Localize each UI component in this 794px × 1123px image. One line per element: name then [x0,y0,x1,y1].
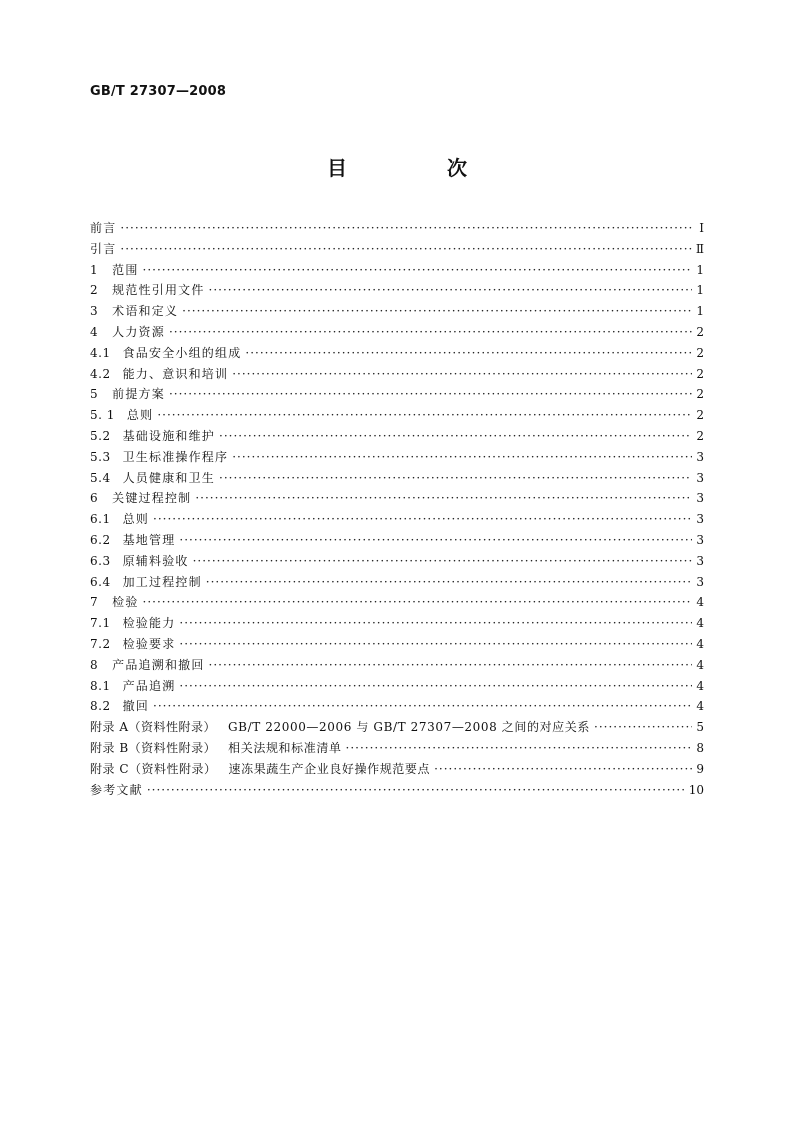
toc-entry-title: 加工过程控制 [122,574,202,589]
toc-entry-page: 4 [696,657,704,672]
toc-leader-dots [179,676,692,697]
toc-entry[interactable] [90,447,704,468]
toc-entry-page: 4 [696,678,704,693]
toc-entry[interactable] [90,717,704,738]
toc-entry[interactable] [90,322,704,343]
toc-entry-page: 3 [696,553,704,568]
toc-entry-title: 人力资源 [112,324,165,339]
toc-leader-dots [153,696,692,717]
toc-entry[interactable] [90,405,704,426]
toc-leader-dots [120,239,691,260]
toc-leader-dots [169,322,692,343]
toc-entry-title: 关键过程控制 [112,491,192,506]
toc-entry-page: 5 [696,720,704,735]
toc-entry-title: 相关法规和标准清单 [228,740,342,755]
toc-entry-number: 1 [90,262,99,277]
toc-entry-number: 8.1 [90,678,111,693]
toc-entry-number: 6 [90,491,99,506]
toc-entry[interactable] [90,364,704,385]
toc-entry-number: 7.2 [90,636,111,651]
toc-entry[interactable] [90,592,704,613]
toc-entry-number: 2 [90,283,99,298]
toc-entry[interactable] [90,426,704,447]
toc-entry[interactable] [90,468,704,489]
toc-entry-number: 8 [90,657,99,672]
standard-code: GB/T 27307—2008 [90,84,227,99]
toc-entry-page: 1 [696,283,704,298]
toc-entry[interactable] [90,260,704,281]
toc-entry-page: 9 [696,761,704,776]
toc-entry-page: 2 [696,387,704,402]
toc-entry-number: 6.2 [90,532,111,547]
toc-entry-page: 1 [696,304,704,319]
toc-entry-page: 1 [696,262,704,277]
toc-entry-page: 10 [688,782,704,797]
toc-leader-dots [206,572,692,593]
toc-leader-dots [219,426,692,447]
toc-entry-title: 引言 [90,241,117,256]
toc-title: 目 次 [327,156,507,180]
toc-entry-title: 前提方案 [112,387,165,402]
toc-entry-number: 5. 1 [90,408,115,423]
toc-entry-number: 4 [90,324,99,339]
toc-entry-title: 检验 [112,595,139,610]
toc-entry-number: 4.2 [90,366,111,381]
toc-leader-dots [209,655,692,676]
toc-entry-number: 6.1 [90,512,111,527]
toc-entry-page: 3 [696,574,704,589]
toc-entry-title: 能力、意识和培训 [122,366,229,381]
toc-leader-dots [245,343,692,364]
toc-entry-number: 7.1 [90,616,111,631]
toc-entry[interactable] [90,676,704,697]
toc-entry-title: 原辅料验收 [122,553,189,568]
toc-entry[interactable] [90,551,704,572]
toc-entry-title: 总则 [122,512,149,527]
toc-leader-dots [195,488,692,509]
toc-entry-number: 5 [90,387,99,402]
toc-entry-page: Ⅱ [695,241,704,256]
toc-entry[interactable] [90,655,704,676]
toc-entry-page: 4 [696,595,704,610]
toc-entry[interactable] [90,738,704,759]
toc-leader-dots [157,405,692,426]
toc-entry-title: 规范性引用文件 [112,283,205,298]
toc-entry-page: 4 [696,636,704,651]
toc-entry-title: 基地管理 [122,532,176,547]
toc-entry-number: 附录 B（资料性附录） [90,740,217,755]
toc-entry-number: 3 [90,304,99,319]
toc-entry-title: 范围 [112,262,139,277]
toc-entry-page: 4 [696,616,704,631]
toc-entry-page: 3 [696,449,704,464]
toc-entry-page: 3 [696,470,704,485]
toc-leader-dots [179,613,692,634]
toc-entry[interactable] [90,634,704,655]
toc-entry-number: 4.1 [90,345,111,360]
toc-entry-title: 产品追溯和撤回 [112,657,205,672]
toc-entry-page: 3 [696,491,704,506]
toc-leader-dots [594,717,692,738]
toc-entry-number: 附录 A（资料性附录） [90,720,216,735]
toc-entry[interactable] [90,218,704,239]
toc-leader-dots [232,447,692,468]
toc-entry-title: 检验要求 [122,636,176,651]
toc-leader-dots [346,738,692,759]
toc-entry-page: 4 [696,699,704,714]
toc-entry-title: 撤回 [122,699,149,714]
toc-leader-dots [179,634,692,655]
toc-entry-number: 5.4 [90,470,111,485]
toc-entry-title: 卫生标准操作程序 [122,449,229,464]
toc-entry[interactable] [90,696,704,717]
toc-entry[interactable] [90,759,704,780]
table-of-contents [90,218,704,800]
toc-entry[interactable] [90,780,704,801]
toc-entry-title: 检验能力 [122,616,176,631]
toc-entry-page: Ⅰ [699,221,704,235]
toc-entry-page: 3 [696,512,704,527]
toc-entry-number: 5.3 [90,449,111,464]
toc-leader-dots [147,780,685,801]
toc-entry[interactable] [90,509,704,530]
toc-entry[interactable] [90,384,704,405]
toc-entry-page: 2 [696,366,704,381]
toc-entry-title: 食品安全小组的组成 [122,345,242,360]
toc-leader-dots [143,592,692,613]
toc-entry-page: 2 [696,408,704,423]
toc-entry-title: 术语和定义 [112,304,179,319]
toc-leader-dots [120,218,692,239]
toc-entry-title: 速冻果蔬生产企业良好操作规范要点 [228,761,431,776]
toc-leader-dots [153,509,692,530]
toc-leader-dots [434,759,692,780]
toc-entry[interactable] [90,280,704,301]
toc-leader-dots [182,301,692,322]
toc-leader-dots [193,551,692,572]
toc-entry-number: 附录 C（资料性附录） [90,761,217,776]
toc-entry-page: 8 [696,740,704,755]
toc-entry-number: 6.4 [90,574,111,589]
toc-entry[interactable] [90,613,704,634]
toc-entry-title: 前言 [90,221,117,235]
toc-entry[interactable] [90,343,704,364]
toc-entry-number: 7 [90,595,99,610]
toc-entry-page: 3 [696,532,704,547]
toc-leader-dots [219,468,692,489]
toc-leader-dots [232,364,692,385]
toc-leader-dots [179,530,692,551]
toc-entry-title: 总则 [126,408,154,423]
toc-entry-title: 参考文献 [90,782,143,797]
toc-entry-title: 人员健康和卫生 [122,470,215,485]
toc-entry-page: 2 [696,345,704,360]
toc-entry[interactable] [90,530,704,551]
toc-entry-number: 5.2 [90,428,111,443]
toc-leader-dots [209,280,692,301]
toc-entry-title: GB/T 22000—2006 与 GB/T 27307—2008 之间的对应关系 [227,720,590,735]
toc-entry-number: 6.3 [90,553,111,568]
toc-entry[interactable] [90,239,704,260]
toc-leader-dots [169,384,692,405]
toc-entry-page: 2 [696,324,704,339]
toc-entry[interactable] [90,301,704,322]
toc-entry-number: 8.2 [90,699,111,714]
toc-entry[interactable] [90,488,704,509]
toc-entry[interactable] [90,572,704,593]
toc-entry-page: 2 [696,428,704,443]
toc-entry-title: 基础设施和维护 [122,428,215,443]
toc-entry-title: 产品追溯 [122,678,176,693]
toc-leader-dots [143,260,692,281]
